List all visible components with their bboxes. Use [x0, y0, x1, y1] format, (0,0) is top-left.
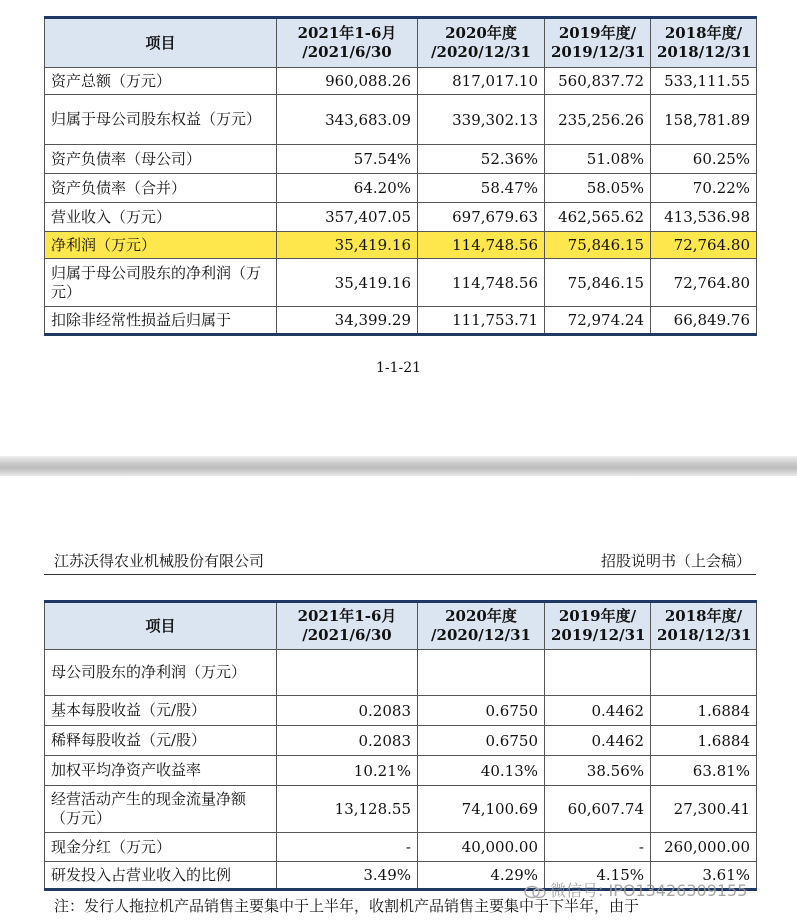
- col-header-2021h1: 2021年1-6月 /2021/6/30: [277, 602, 418, 650]
- table-row: [45, 145, 757, 174]
- cell-value: 111,753.71: [418, 307, 545, 335]
- cell-value: -: [277, 833, 418, 862]
- cell-value: 114,748.56: [418, 259, 545, 307]
- row-label: 净利润（万元）: [45, 232, 277, 259]
- cell-value: 0.4462: [545, 696, 651, 726]
- cell-value: 4.15%: [545, 862, 651, 890]
- cell-value: 72,764.80: [651, 232, 757, 259]
- row-label: 归属于母公司股东的净利润（万元）: [45, 259, 277, 307]
- row-label: 归属于母公司股东权益（万元）: [45, 95, 277, 145]
- col-header-2018: 2018年度/ 2018/12/31: [651, 18, 757, 68]
- cell-value: 3.49%: [277, 862, 418, 890]
- cell-value: 413,536.98: [651, 203, 757, 232]
- col-header-2018: 2018年度/ 2018/12/31: [651, 602, 757, 650]
- table-row: [45, 174, 757, 203]
- row-label: 资产负债率（母公司）: [45, 145, 277, 174]
- cell-value: 4.29%: [418, 862, 545, 890]
- row-label: 现金分红（万元）: [45, 833, 277, 862]
- cell-value: 66,849.76: [651, 307, 757, 335]
- cell-value: 697,679.63: [418, 203, 545, 232]
- row-label: 基本每股收益（元/股）: [45, 696, 277, 726]
- cell-value: 58.47%: [418, 174, 545, 203]
- cell-value: 343,683.09: [277, 95, 418, 145]
- row-label: 营业收入（万元）: [45, 203, 277, 232]
- cell-value: 1.6884: [651, 726, 757, 756]
- cell-value: 0.2083: [277, 696, 418, 726]
- col-header-item: 项目: [45, 18, 277, 68]
- cell-value: 38.56%: [545, 756, 651, 786]
- table-row: [45, 68, 757, 95]
- col-header-2019: 2019年度/ 2019/12/31: [545, 602, 651, 650]
- page-number: 1-1-21: [375, 360, 422, 376]
- row-label: 研发投入占营业收入的比例: [45, 862, 277, 890]
- cell-value: 70.22%: [651, 174, 757, 203]
- row-label: 扣除非经常性损益后归属于: [45, 307, 277, 335]
- cell-value: 13,128.55: [277, 786, 418, 833]
- cell-value: 58.05%: [545, 174, 651, 203]
- cell-value: 0.2083: [277, 726, 418, 756]
- cell-value: 235,256.26: [545, 95, 651, 145]
- table-row: [45, 203, 757, 232]
- company-name-header: 江苏沃得农业机械股份有限公司: [54, 552, 265, 570]
- row-label: 母公司股东的净利润（万元）: [45, 650, 277, 696]
- cell-value: 60,607.74: [545, 786, 651, 833]
- cell-value: 57.54%: [277, 145, 418, 174]
- cell-value: 72,764.80: [651, 259, 757, 307]
- cell-value: 35,419.16: [277, 259, 418, 307]
- col-header-item: 项目: [45, 602, 277, 650]
- table-row: [45, 726, 757, 756]
- table-row: [45, 756, 757, 786]
- table-row: [45, 259, 757, 307]
- watermark-text: 微信号: IPO13426309155: [550, 881, 748, 900]
- cell-value: 72,974.24: [545, 307, 651, 335]
- col-header-2021h1: 2021年1-6月 /2021/6/30: [277, 18, 418, 68]
- table-row: [45, 833, 757, 862]
- cell-value: 114,748.56: [418, 232, 545, 259]
- row-label: 经营活动产生的现金流量净额（万元）: [45, 786, 277, 833]
- wechat-icon: [524, 885, 546, 899]
- row-label: 资产总额（万元）: [45, 68, 277, 95]
- cell-value: [651, 650, 757, 696]
- table-row: [45, 696, 757, 726]
- footnote: 注：发行人拖拉机产品销售主要集中于上半年，收割机产品销售主要集中于下半年，由于: [54, 897, 640, 915]
- header-rule: [44, 574, 756, 575]
- cell-value: 27,300.41: [651, 786, 757, 833]
- cell-value: 40.13%: [418, 756, 545, 786]
- cell-value: 339,302.13: [418, 95, 545, 145]
- col-header-2020: 2020年度 /2020/12/31: [418, 602, 545, 650]
- financial-table-bottom: [44, 600, 757, 891]
- financial-table-top: [44, 16, 757, 336]
- cell-value: 357,407.05: [277, 203, 418, 232]
- cell-value: -: [545, 833, 651, 862]
- cell-value: 0.4462: [545, 726, 651, 756]
- row-label: 资产负债率（合并）: [45, 174, 277, 203]
- table-row-highlighted: [45, 232, 757, 259]
- page-break-divider: [0, 456, 797, 476]
- cell-value: [418, 650, 545, 696]
- document-title-header: 招股说明书（上会稿）: [600, 552, 751, 570]
- cell-value: 35,419.16: [277, 232, 418, 259]
- cell-value: 533,111.55: [651, 68, 757, 95]
- cell-value: 462,565.62: [545, 203, 651, 232]
- cell-value: 51.08%: [545, 145, 651, 174]
- cell-value: 75,846.15: [545, 232, 651, 259]
- cell-value: [545, 650, 651, 696]
- cell-value: 260,000.00: [651, 833, 757, 862]
- row-label: 加权平均净资产收益率: [45, 756, 277, 786]
- cell-value: 75,846.15: [545, 259, 651, 307]
- cell-value: 960,088.26: [277, 68, 418, 95]
- cell-value: 34,399.29: [277, 307, 418, 335]
- col-header-2019: 2019年度/ 2019/12/31: [545, 18, 651, 68]
- cell-value: 52.36%: [418, 145, 545, 174]
- cell-value: 64.20%: [277, 174, 418, 203]
- cell-value: 63.81%: [651, 756, 757, 786]
- table-row: [45, 95, 757, 145]
- cell-value: 3.61%: [651, 862, 757, 890]
- cell-value: 10.21%: [277, 756, 418, 786]
- cell-value: [277, 650, 418, 696]
- cell-value: 40,000.00: [418, 833, 545, 862]
- cell-value: 74,100.69: [418, 786, 545, 833]
- cell-value: 817,017.10: [418, 68, 545, 95]
- watermark: [524, 878, 747, 901]
- cell-value: 560,837.72: [545, 68, 651, 95]
- cell-value: 1.6884: [651, 696, 757, 726]
- cell-value: 60.25%: [651, 145, 757, 174]
- cell-value: 158,781.89: [651, 95, 757, 145]
- table-row: [45, 307, 757, 335]
- col-header-2020: 2020年度 /2020/12/31: [418, 18, 545, 68]
- table-row: [45, 786, 757, 833]
- cell-value: 0.6750: [418, 696, 545, 726]
- row-label: 稀释每股收益（元/股）: [45, 726, 277, 756]
- table-row: [45, 650, 757, 696]
- cell-value: 0.6750: [418, 726, 545, 756]
